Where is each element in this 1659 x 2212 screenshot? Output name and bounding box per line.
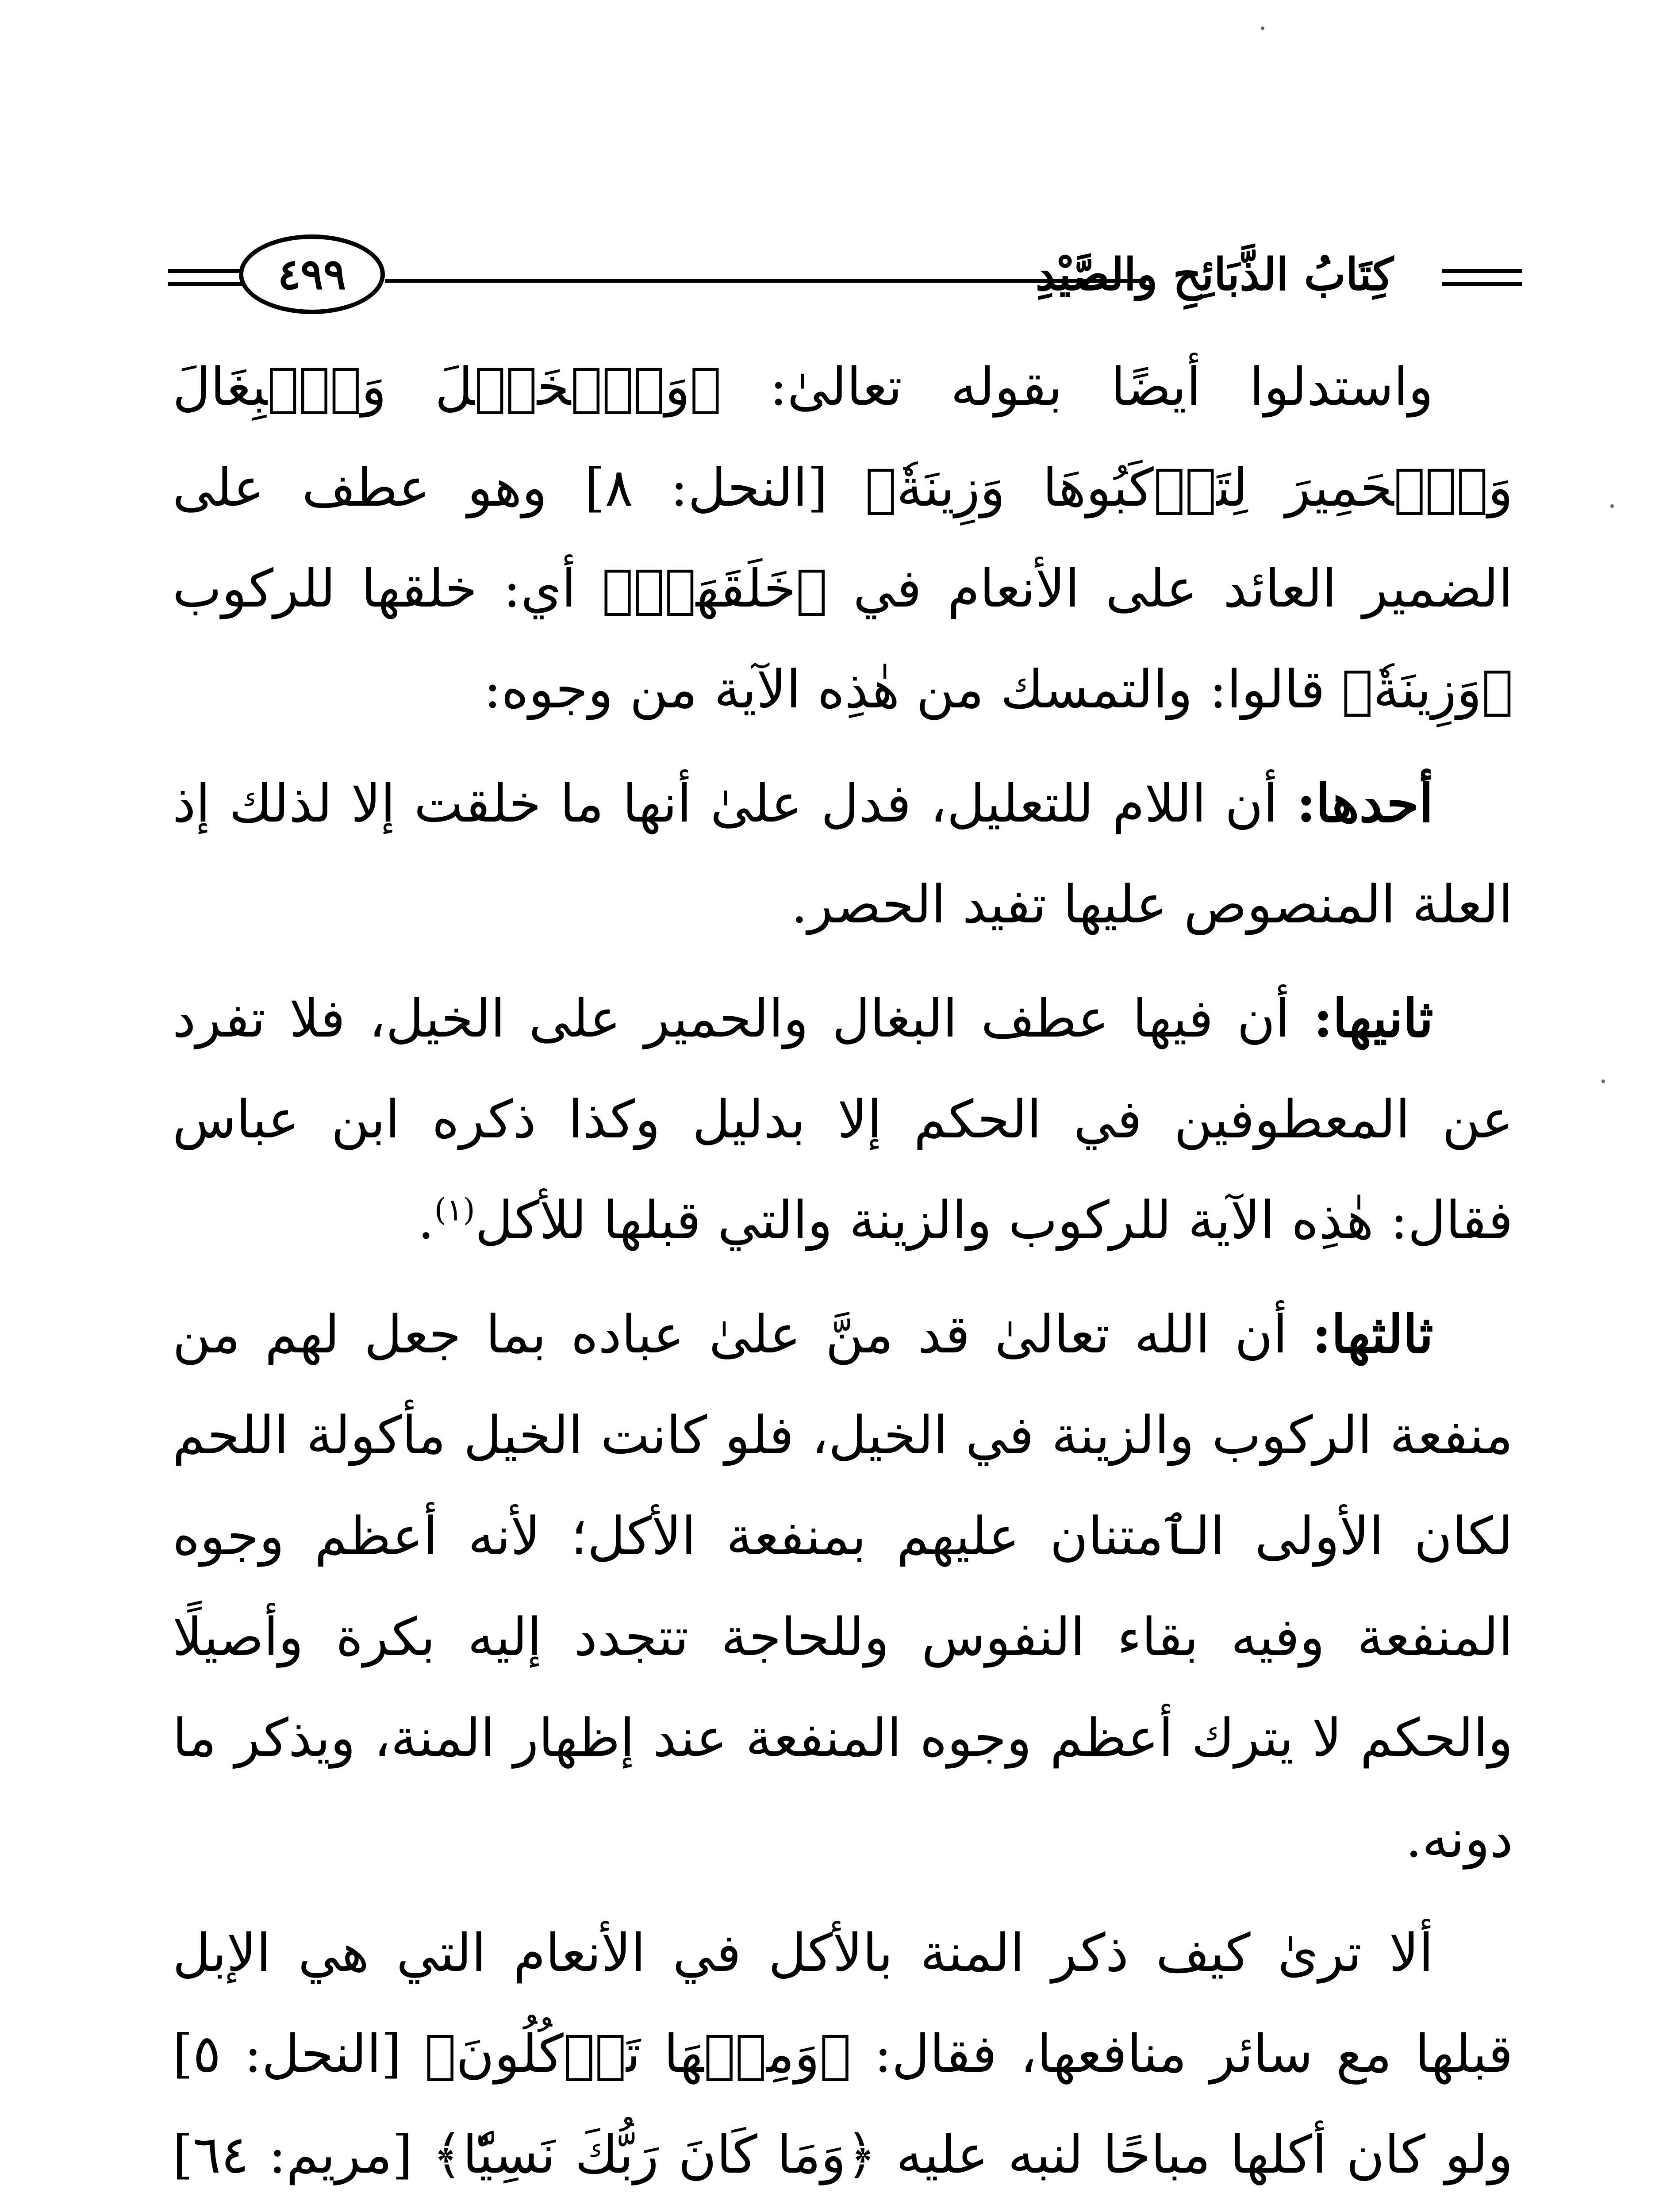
paragraph-text: ألا ترىٰ كيف ذكر المنة بالأكل في الأنعام التي هي الإبل قبلها مع سائر منافعها، فقال: ﴿وَمِنۡهَا تَأۡكُلُونَ﴾ [النحل: ٥] ولو كان أكلها مباحًا لنبه عليه ﴿وَمَا كَانَ رَبُّكَ نَسِيّٗا﴾ [مريم: ٦٤] [173, 1922, 1513, 2185]
scan-speck [1610, 504, 1614, 508]
main-text [173, 336, 1513, 2212]
running-header [168, 230, 1522, 319]
chapter-title: كِتَابُ الذَّبَائِحِ والصَّيْدِ [1035, 248, 1394, 300]
header-rule-right-bottom [1442, 282, 1522, 286]
paragraph-text: واستدلوا أيضًا بقوله تعالىٰ: ﴿وَٱلۡخَيۡلَ وَٱلۡبِغَالَ وَٱلۡحَمِيرَ لِتَرۡكَبُوهَا وَزِينَةٗ﴾ [النحل: ٨] وهو عطف على الضمير العائد على الأنعام في ﴿خَلَقَهَاۗ﴾ أي: خلقها للركوب ﴿وَزِينَةٗ﴾ قالوا: والتمسك من هٰذِه الآية من وجوه: [173, 356, 1513, 720]
header-rule-left-top [168, 269, 243, 273]
paragraph [173, 1284, 1513, 1889]
header-rule-left-bottom [168, 282, 243, 286]
paragraph-lead: ثالثها: [1312, 1303, 1433, 1365]
header-rule-middle [385, 279, 1146, 283]
paragraph-text: أن فيها عطف البغال والحمير على الخيل، فلا تفرد عن المعطوفين في الحكم إلا بدليل وكذا ذكره ابن عباس فقال: هٰذِه الآية للركوب والزينة والتي قبلها للأكل [173, 988, 1513, 1251]
scan-speck [1261, 27, 1264, 30]
page-number: ٤٩٩ [239, 234, 385, 314]
paragraph [173, 968, 1513, 1271]
paragraph-lead: ثانيها: [1313, 987, 1433, 1049]
paragraph [173, 336, 1513, 740]
header-rule-right-top [1442, 269, 1522, 273]
paragraph-tail: . [418, 1190, 434, 1251]
paragraph-text: أن الله تعالىٰ قد منَّ علىٰ عباده بما جعل لهم من منفعة الركوب والزينة في الخيل، فلو كانت الخيل مأكولة اللحم لكان الأولى الٱمتنان عليهم بمنفعة الأكل؛ لأنه أعظم وجوه المنفعة وفيه بقاء النفوس وللحاجة تتجدد إليه بكرة وأصيلًا والحكم لا يترك أعظم وجوه المنفعة عند إظهار المنة، ويذكر ما دونه. [173, 1304, 1513, 1869]
paragraph-lead: أحدها: [1296, 772, 1434, 834]
paragraph [173, 1902, 1513, 2212]
paragraph [173, 753, 1513, 955]
footnote-reference[interactable]: (١) [434, 1191, 475, 1228]
scan-speck [1601, 1079, 1605, 1083]
paragraph-text: أن اللام للتعليل، فدل علىٰ أنها ما خلقت إلا لذلك إذ العلة المنصوص عليها تفيد الحصر. [173, 773, 1513, 935]
